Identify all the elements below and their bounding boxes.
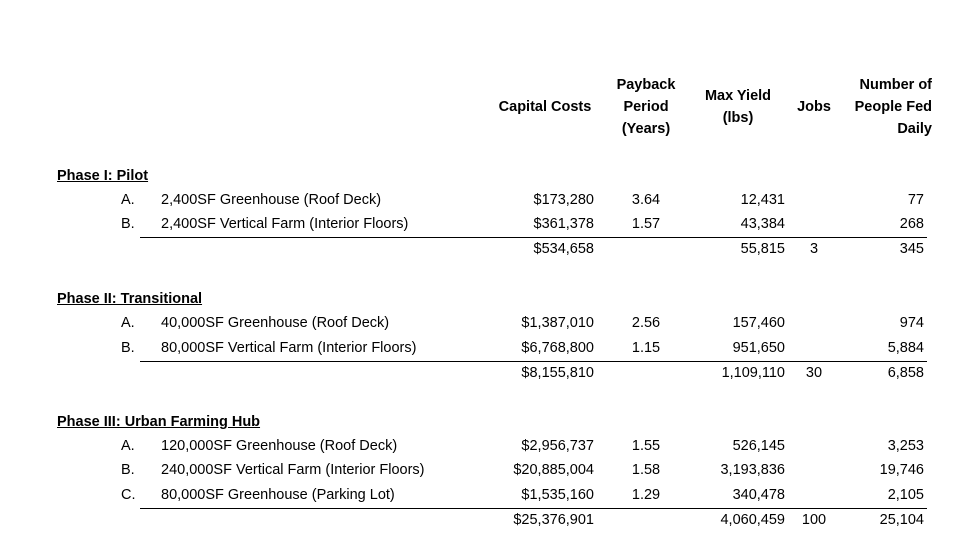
row-description: 2,400SF Vertical Farm (Interior Floors) <box>161 216 409 232</box>
row-max-yield: 12,431 <box>740 192 785 208</box>
total-jobs: 3 <box>809 241 819 257</box>
header-max-yield <box>693 85 783 129</box>
total-max-yield: 1,109,110 <box>721 365 785 381</box>
total-jobs: 30 <box>805 365 823 381</box>
row-capital-cost: $2,956,737 <box>521 438 594 454</box>
row-max-yield: 526,145 <box>732 438 785 454</box>
total-capital-cost: $8,155,810 <box>521 365 594 381</box>
total-people-fed: 345 <box>899 241 924 257</box>
header-people-fed <box>836 74 932 140</box>
row-people-fed: 268 <box>899 216 924 232</box>
total-max-yield: 55,815 <box>740 241 785 257</box>
total-divider <box>140 361 927 362</box>
row-capital-cost: $6,768,800 <box>521 340 594 356</box>
row-letter: B. <box>121 216 135 232</box>
row-people-fed: 3,253 <box>887 438 924 454</box>
row-payback: 1.15 <box>631 340 661 356</box>
row-payback: 1.55 <box>631 438 661 454</box>
row-description: 80,000SF Vertical Farm (Interior Floors) <box>161 340 417 356</box>
total-divider <box>140 237 927 238</box>
header-payback-period <box>606 74 686 140</box>
row-description: 2,400SF Greenhouse (Roof Deck) <box>161 192 382 208</box>
row-letter: A. <box>121 315 135 331</box>
total-divider <box>140 508 927 509</box>
row-capital-cost: $361,378 <box>533 216 594 232</box>
row-letter: B. <box>121 462 135 478</box>
row-people-fed: 974 <box>899 315 924 331</box>
row-max-yield: 157,460 <box>732 315 785 331</box>
header-yield-line-2: (lbs) <box>722 110 754 126</box>
header-payback-line-2: Period <box>623 99 669 115</box>
row-capital-cost: $1,387,010 <box>521 315 594 331</box>
row-payback: 3.64 <box>631 192 661 208</box>
total-capital-cost: $534,658 <box>533 241 594 257</box>
row-description: 120,000SF Greenhouse (Roof Deck) <box>161 438 398 454</box>
total-capital-cost: $25,376,901 <box>513 512 594 528</box>
row-description: 240,000SF Vertical Farm (Interior Floors) <box>161 462 425 478</box>
row-letter: A. <box>121 192 135 208</box>
row-letter: B. <box>121 340 135 356</box>
row-max-yield: 43,384 <box>740 216 785 232</box>
row-payback: 1.58 <box>631 462 661 478</box>
row-people-fed: 2,105 <box>887 487 924 503</box>
phase-title: Phase III: Urban Farming Hub <box>57 414 261 430</box>
phase-title: Phase I: Pilot <box>57 168 149 184</box>
header-jobs: Jobs <box>797 99 831 115</box>
header-yield-line-1: Max Yield <box>704 88 772 104</box>
row-payback: 1.57 <box>631 216 661 232</box>
row-payback: 2.56 <box>631 315 661 331</box>
row-letter: A. <box>121 438 135 454</box>
row-capital-cost: $173,280 <box>533 192 594 208</box>
row-max-yield: 951,650 <box>732 340 785 356</box>
header-payback-line-3: (Years) <box>621 121 671 137</box>
header-people-line-1: Number of <box>859 77 932 93</box>
total-max-yield: 4,060,459 <box>720 512 785 528</box>
total-people-fed: 6,858 <box>887 365 924 381</box>
total-jobs: 100 <box>801 512 827 528</box>
row-capital-cost: $20,885,004 <box>513 462 594 478</box>
row-people-fed: 5,884 <box>887 340 924 356</box>
header-people-line-2: People Fed <box>854 99 932 115</box>
row-people-fed: 19,746 <box>879 462 924 478</box>
row-people-fed: 77 <box>907 192 924 208</box>
total-people-fed: 25,104 <box>879 512 924 528</box>
phase-title: Phase II: Transitional <box>57 291 203 307</box>
header-people-line-3: Daily <box>897 121 932 137</box>
row-capital-cost: $1,535,160 <box>521 487 594 503</box>
row-max-yield: 3,193,836 <box>720 462 785 478</box>
row-max-yield: 340,478 <box>732 487 785 503</box>
header-capital-costs: Capital Costs <box>498 99 592 115</box>
row-description: 80,000SF Greenhouse (Parking Lot) <box>161 487 395 503</box>
header-payback-line-1: Payback <box>616 77 676 93</box>
row-description: 40,000SF Greenhouse (Roof Deck) <box>161 315 390 331</box>
row-letter: C. <box>121 487 136 503</box>
row-payback: 1.29 <box>631 487 661 503</box>
